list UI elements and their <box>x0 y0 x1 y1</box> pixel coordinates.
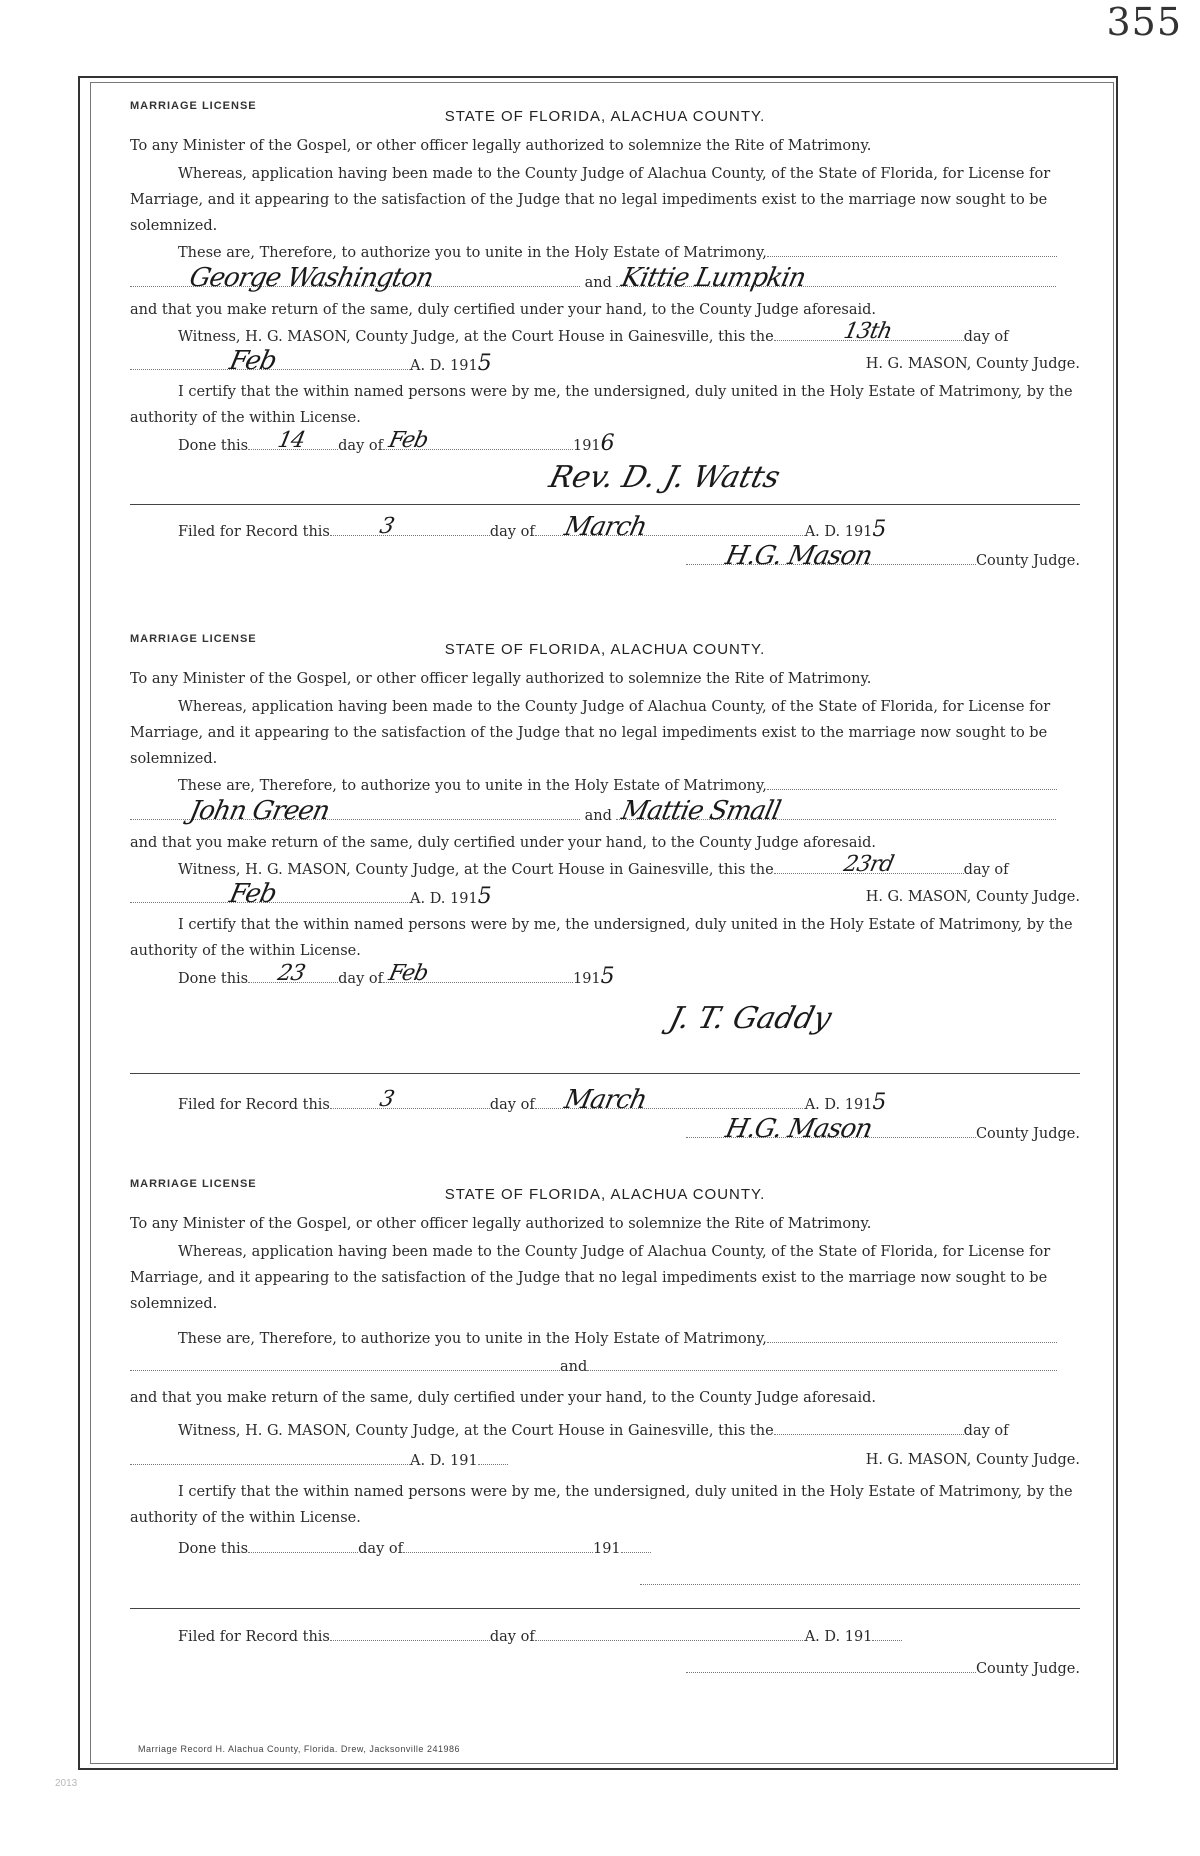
certify-line-1: I certify that the within named persons were by me, the undersigned, duly united in the Holy Estate of Matrimony, by the <box>178 384 1073 400</box>
blank <box>872 1626 902 1641</box>
certify-line-1: I certify that the within named persons were by me, the undersigned, duly united in the Holy Estate of Matrimony, by the <box>178 1484 1073 1500</box>
witness-line <box>130 852 1128 880</box>
filed-day-field <box>330 514 490 539</box>
footer-imprint: Marriage Record H. Alachua County, Florida. Drew, Jacksonville 241986 <box>138 1744 460 1754</box>
divider <box>130 1608 1080 1609</box>
to-any-line: To any Minister of the Gospel, or other officer legally authorized to solemnize the Rite of Matrimony. <box>130 138 872 154</box>
whereas-line-1: Whereas, application having been made to the County Judge of Alachua County, of the State of Florida, for License for <box>178 1244 1051 1260</box>
ad-text: A. D. 191 <box>804 524 873 540</box>
to-any-line: To any Minister of the Gospel, or other officer legally authorized to solemnize the Rite of Matrimony. <box>130 671 872 687</box>
these-are-line <box>130 775 1128 796</box>
bride-name: Mattie Small <box>619 796 784 826</box>
done-line <box>130 428 1128 456</box>
judge-text: H. G. MASON, County Judge. <box>865 1452 1080 1468</box>
officiant-signature: Rev. D. J. Watts <box>545 460 784 495</box>
day-of-text: day of <box>489 1097 535 1113</box>
filed-text: Filed for Record this <box>178 1629 330 1645</box>
to-any-line: To any Minister of the Gospel, or other officer legally authorized to solemnize the Rite of Matrimony. <box>130 1216 872 1232</box>
witness-date-line <box>130 346 1080 376</box>
whereas-line-3: solemnized. <box>130 1296 218 1312</box>
bride-field <box>616 796 1056 826</box>
blank <box>767 775 1057 790</box>
witness-month-field <box>130 346 410 376</box>
archive-stamp: 2013 <box>55 1778 78 1789</box>
filed-line <box>130 1626 1128 1647</box>
day-of-text: day of <box>963 329 1009 345</box>
license-title: STATE OF FLORIDA, ALACHUA COUNTY. <box>444 641 766 658</box>
county-judge-line <box>130 1658 1080 1679</box>
done-text: Done this <box>178 971 249 987</box>
bride-name: Kittie Lumpkin <box>619 263 809 293</box>
ad-text: A. D. 191 <box>410 1453 478 1469</box>
license-title: STATE OF FLORIDA, ALACHUA COUNTY. <box>444 1186 766 1203</box>
blank <box>767 1328 1057 1343</box>
filed-month: March <box>561 1085 649 1115</box>
ad-text: A. D. 191 <box>410 358 478 374</box>
filed-line <box>130 512 1128 542</box>
day-of-text: day of <box>338 971 383 987</box>
names-line <box>130 263 1080 293</box>
names-line <box>130 796 1080 826</box>
filed-day-field <box>330 1087 490 1112</box>
bride-field <box>587 1356 1057 1371</box>
done-month-field <box>403 1538 593 1553</box>
done-month-field <box>383 961 573 986</box>
day-of-text: day of <box>963 1423 1009 1439</box>
day-of-text: day of <box>358 1541 403 1557</box>
witness-year-suffix: 5 <box>477 351 491 376</box>
filed-day: 3 <box>377 514 396 539</box>
county-judge-text: County Judge. <box>975 1661 1080 1677</box>
done-day: 14 <box>275 428 307 453</box>
bride-field <box>616 263 1056 293</box>
judge-signature: H.G. Mason <box>722 1114 875 1144</box>
whereas-line-2: Marriage, and it appearing to the satisfaction of the Judge that no legal impediments exist to the marriage now sought to be <box>130 725 1048 741</box>
return-line: and that you make return of the same, duly certified under your hand, to the County Judge aforesaid. <box>130 1390 877 1406</box>
and-text: and <box>584 275 612 291</box>
whereas-line-2: Marriage, and it appearing to the satisfaction of the Judge that no legal impediments exist to the marriage now sought to be <box>130 192 1048 208</box>
done-line <box>130 961 1128 989</box>
witness-year-suffix: 5 <box>477 884 491 909</box>
witness-date-line <box>130 879 1080 909</box>
filed-month: March <box>561 512 649 542</box>
witness-text: Witness, H. G. MASON, County Judge, at the Court House in Gainesville, this the <box>178 862 774 878</box>
witness-text: Witness, H. G. MASON, County Judge, at the Court House in Gainesville, this the <box>178 329 774 345</box>
license-title: STATE OF FLORIDA, ALACHUA COUNTY. <box>444 108 766 125</box>
filed-day: 3 <box>377 1087 396 1112</box>
filed-year-suffix: 5 <box>872 1090 886 1115</box>
filed-text: Filed for Record this <box>178 1097 330 1113</box>
whereas-line-1: Whereas, application having been made to the County Judge of Alachua County, of the State of Florida, for License for <box>178 166 1051 182</box>
county-judge-text: County Judge. <box>975 1126 1080 1142</box>
filed-text: Filed for Record this <box>178 524 330 540</box>
filed-day-field <box>330 1626 490 1641</box>
witness-date-line <box>130 1450 1080 1471</box>
year-text: 191 <box>592 1541 621 1557</box>
license-label: MARRIAGE LICENSE <box>130 100 257 112</box>
witness-day: 23rd <box>841 852 896 877</box>
judge-sig-field <box>686 541 976 571</box>
officiant-signature-field <box>640 1570 1080 1585</box>
these-are-text: These are, Therefore, to authorize you to unite in the Holy Estate of Matrimony, <box>178 1331 767 1347</box>
done-month: Feb <box>386 428 430 453</box>
whereas-line-3: solemnized. <box>130 751 218 767</box>
officiant-signature: J. T. Gaddy <box>665 1001 836 1036</box>
witness-month-field <box>130 879 410 909</box>
judge-text: H. G. MASON, County Judge. <box>865 889 1080 905</box>
done-day-field <box>248 1538 358 1553</box>
county-judge-line <box>130 1114 1080 1144</box>
witness-line <box>130 319 1128 347</box>
whereas-line-1: Whereas, application having been made to the County Judge of Alachua County, of the State of Florida, for License for <box>178 699 1051 715</box>
done-text: Done this <box>178 1541 249 1557</box>
done-day-field <box>248 428 338 453</box>
blank <box>478 1450 508 1465</box>
witness-month: Feb <box>226 879 279 909</box>
filed-year-suffix: 5 <box>872 517 886 542</box>
and-text: and <box>560 1359 588 1375</box>
year-text: 191 <box>572 438 601 454</box>
done-month-field <box>383 428 573 453</box>
divider <box>130 1073 1080 1074</box>
certify-line-2: authority of the within License. <box>130 943 361 959</box>
these-are-line <box>130 1328 1128 1349</box>
filed-month-field <box>535 1085 805 1115</box>
return-line: and that you make return of the same, duly certified under your hand, to the County Judge aforesaid. <box>130 302 877 318</box>
and-text: and <box>584 808 612 824</box>
day-of-text: day of <box>489 524 535 540</box>
witness-month-field <box>130 1450 410 1465</box>
whereas-line-2: Marriage, and it appearing to the satisfaction of the Judge that no legal impediments exist to the marriage now sought to be <box>130 1270 1048 1286</box>
judge-sig-field <box>686 1658 976 1673</box>
witness-text: Witness, H. G. MASON, County Judge, at the Court House in Gainesville, this the <box>178 1423 774 1439</box>
these-are-text: These are, Therefore, to authorize you to unite in the Holy Estate of Matrimony, <box>178 245 767 261</box>
license-label: MARRIAGE LICENSE <box>130 633 257 645</box>
return-line: and that you make return of the same, duly certified under your hand, to the County Judge aforesaid. <box>130 835 877 851</box>
day-of-text: day of <box>963 862 1009 878</box>
day-of-text: day of <box>338 438 383 454</box>
filed-line <box>130 1085 1128 1115</box>
witness-day-field <box>774 852 964 877</box>
these-are-text: These are, Therefore, to authorize you to unite in the Holy Estate of Matrimony, <box>178 778 767 794</box>
groom-field <box>130 796 580 826</box>
day-of-text: day of <box>489 1629 535 1645</box>
witness-day-field <box>774 319 964 344</box>
certify-line-2: authority of the within License. <box>130 1510 361 1526</box>
done-day-field <box>248 961 338 986</box>
done-day: 23 <box>275 961 307 986</box>
done-year-suffix: 5 <box>600 964 614 989</box>
county-judge-line <box>130 541 1080 571</box>
witness-day: 13th <box>841 319 894 344</box>
judge-sig-field <box>686 1114 976 1144</box>
whereas-line-3: solemnized. <box>130 218 218 234</box>
blank <box>621 1538 651 1553</box>
witness-day-field <box>774 1420 964 1435</box>
ad-text: A. D. 191 <box>804 1097 873 1113</box>
blank <box>767 242 1057 257</box>
certify-line-2: authority of the within License. <box>130 410 361 426</box>
county-judge-text: County Judge. <box>975 553 1080 569</box>
page-number: 355 <box>1106 0 1182 44</box>
groom-name: George Washington <box>186 263 436 293</box>
filed-month-field <box>535 512 805 542</box>
names-line <box>130 1356 1080 1377</box>
witness-month: Feb <box>226 346 279 376</box>
ad-text: A. D. 191 <box>410 891 478 907</box>
witness-line <box>130 1420 1128 1441</box>
groom-field <box>130 263 580 293</box>
done-line <box>130 1538 1128 1559</box>
done-text: Done this <box>178 438 249 454</box>
judge-signature: H.G. Mason <box>722 541 875 571</box>
done-year-suffix: 6 <box>600 431 614 456</box>
signature-line <box>130 1570 1080 1591</box>
groom-name: John Green <box>186 796 332 826</box>
ad-text: A. D. 191 <box>804 1629 873 1645</box>
these-are-line <box>130 242 1128 263</box>
filed-month-field <box>535 1626 805 1641</box>
groom-field <box>130 1356 560 1371</box>
license-label: MARRIAGE LICENSE <box>130 1178 257 1190</box>
year-text: 191 <box>572 971 601 987</box>
certify-line-1: I certify that the within named persons were by me, the undersigned, duly united in the Holy Estate of Matrimony, by the <box>178 917 1073 933</box>
judge-text: H. G. MASON, County Judge. <box>865 356 1080 372</box>
done-month: Feb <box>386 961 430 986</box>
divider <box>130 504 1080 505</box>
